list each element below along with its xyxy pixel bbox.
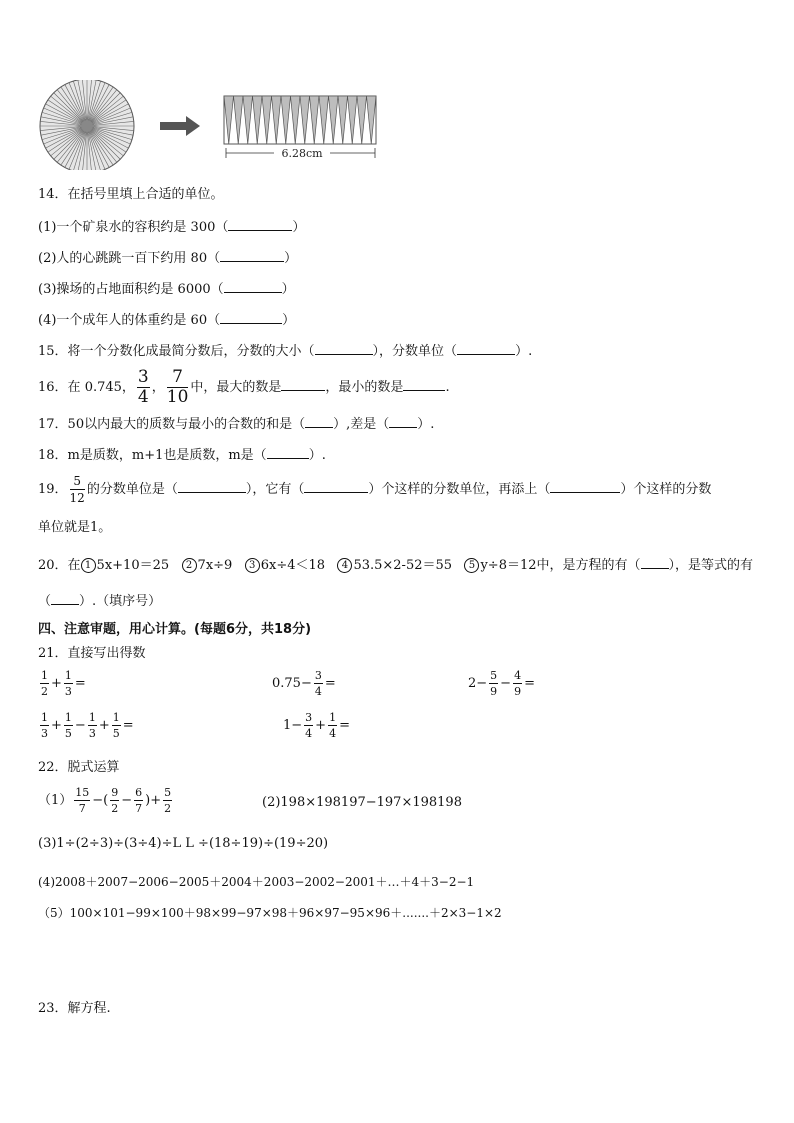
q14-title: 14．在括号里填上合适的单位。 [38, 187, 224, 202]
circle-to-strip-figure [30, 80, 390, 170]
fraction: $\frac{3}{4}$ [137, 367, 149, 407]
answer-blank[interactable] [228, 218, 292, 231]
fraction: $\frac{5}{12}$ [69, 474, 85, 505]
answer-blank[interactable] [305, 415, 333, 428]
q14-item-3: (3)操场的占地面积约是 6000（ ） [38, 282, 295, 297]
strip-length-label: 6.28cm [281, 147, 323, 160]
q14-item-4: (4)一个成年人的体重约是 60（ ） [38, 313, 296, 328]
option-number: 5 [464, 558, 479, 573]
answer-blank[interactable] [304, 480, 368, 493]
q17: 17．50以内最大的质数与最小的合数的和是（ ）,差是（ ）. [38, 417, 435, 432]
answer-blank[interactable] [281, 378, 325, 391]
q21-expr-3: 2− $\frac{5}{9}$ − $\frac{4}{9}$ = [468, 669, 535, 698]
q18: 18．m是质数，m+1也是质数，m是（ ）. [38, 448, 326, 463]
decimal-number: 0.745 [84, 380, 122, 395]
option-number: 3 [245, 558, 260, 573]
answer-blank[interactable] [550, 480, 620, 493]
q22-title: 22．脱式运算 [38, 760, 120, 775]
answer-blank[interactable] [178, 480, 246, 493]
option-number: 2 [182, 558, 197, 573]
q21-expr-4: $\frac{1}{3}$ + $\frac{1}{5}$ − $\frac{1}{3}$ + $\frac{1}{5}$ = [41, 711, 134, 740]
q20: 20．在 1 5x+10＝25 2 7x÷9 3 6x÷4＜18 4 53.5×2-52＝55 5 y÷8＝12中，是方程的有（ ），是等式的有 [38, 558, 754, 573]
answer-blank[interactable] [389, 415, 417, 428]
q20-line2: （ ）.（填序号） [38, 594, 162, 609]
q21-expr-2: 0.75− $\frac{3}{4}$ = [272, 669, 336, 698]
section-4-heading: 四、注意审题，用心计算。(每题6分，共18分) [38, 622, 312, 637]
q19-line2: 单位就是1。 [38, 520, 112, 535]
answer-blank[interactable] [224, 280, 282, 293]
answer-blank[interactable] [267, 446, 309, 459]
answer-blank[interactable] [457, 342, 515, 355]
answer-blank[interactable] [220, 311, 282, 324]
answer-blank[interactable] [51, 592, 79, 605]
q15: 15．将一个分数化成最简分数后，分数的大小（ ），分数单位（ ）. [38, 344, 533, 359]
option-number: 4 [337, 558, 352, 573]
q22-part-4: (4)2008＋2007−2006−2005＋2004＋2003−2002−2001＋…＋4＋3−2−1 [38, 875, 475, 889]
answer-blank[interactable] [315, 342, 373, 355]
q16: 16．在 0.745， $\frac{3}{4}$ ， $\frac{7}{10}$ 中，最大的数是 ，最小的数是 . [38, 367, 450, 407]
q21-expr-1: $\frac{1}{2}$ + $\frac{1}{3}$ = [41, 669, 86, 698]
q22-part-5: （5）100×101−99×100＋98×99−97×98＋96×97−95×96＋.......＋2×3−1×2 [38, 906, 502, 920]
q23-title: 23．解方程. [38, 1001, 111, 1016]
q14-item-2: (2)人的心跳跳一百下约用 80（ ） [38, 251, 298, 266]
option-number: 1 [81, 558, 96, 573]
q22-part-2: (2)198×198197−197×198198 [262, 795, 462, 810]
sector-strip [224, 96, 376, 144]
q19: 19． $\frac{5}{12}$ 的分数单位是（ ），它有（ ）个这样的分数单位，再添上（ ）个这样的分数 [38, 474, 712, 505]
answer-blank[interactable] [641, 556, 669, 569]
arrow-icon [160, 116, 200, 136]
q21-expr-5: 1− $\frac{3}{4}$ + $\frac{1}{4}$ = [283, 711, 350, 740]
fraction: $\frac{7}{10}$ [166, 367, 189, 407]
q14-item-1: (1)一个矿泉水的容积约是 300（ ） [38, 220, 306, 235]
sector-circle [40, 80, 134, 170]
q21-title: 21．直接写出得数 [38, 646, 146, 661]
q22-part-3: (3)1÷(2÷3)÷(3÷4)÷L L ÷(18÷19)÷(19÷20) [38, 836, 329, 851]
strip-length-dimension [226, 146, 375, 160]
answer-blank[interactable] [220, 249, 284, 262]
q22-part-1: （1） $\frac{15}{7}$ −( $\frac{9}{2}$ − $\frac{6}{7}$ )+ $\frac{5}{2}$ [38, 786, 172, 815]
answer-blank[interactable] [403, 378, 445, 391]
